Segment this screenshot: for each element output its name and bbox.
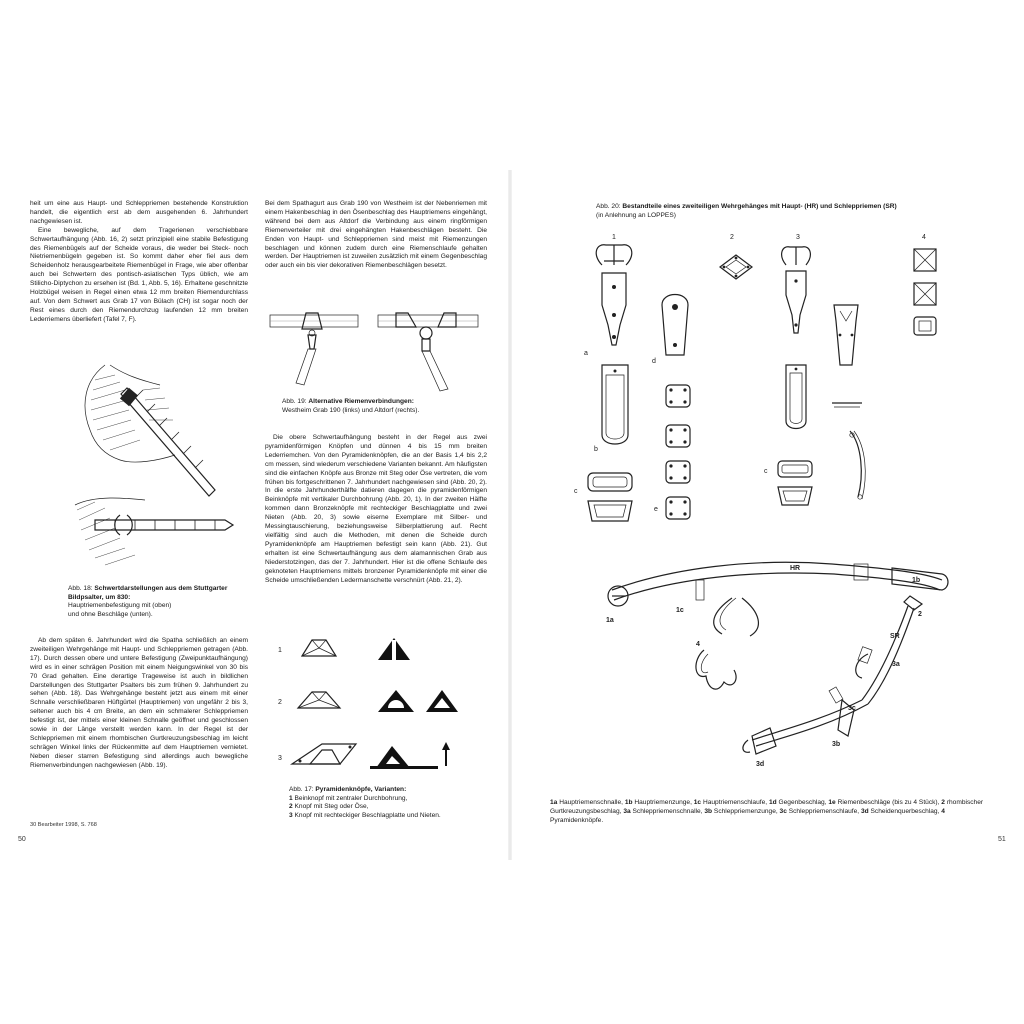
legend-code: 1a bbox=[550, 799, 558, 806]
legend-text: Pyramidenknöpfe. bbox=[550, 817, 604, 824]
fig20-legend bbox=[550, 798, 990, 825]
legend-text: Hauptriemenschlaufe, bbox=[702, 799, 768, 806]
page-number-left: 50 bbox=[18, 836, 26, 843]
fig17-pyramid-buttons bbox=[270, 632, 490, 782]
fig20-parts-illustration bbox=[572, 225, 1002, 525]
fig20-strap-label: HR bbox=[790, 565, 801, 572]
fig20-strap-label: 3d bbox=[756, 761, 765, 768]
col2-mid-text bbox=[265, 434, 487, 585]
legend-code: 1b bbox=[624, 799, 633, 806]
fig17-item-text: Knopf mit rechteckiger Beschlagplatte und Nieten. bbox=[294, 811, 441, 819]
fig20-strap-label: SR bbox=[890, 633, 900, 640]
fig20-part-letter: c bbox=[764, 468, 768, 475]
fig20-strap-label: 1b bbox=[912, 577, 921, 584]
legend-text: Scheidenquerbeschlag, bbox=[870, 808, 940, 815]
fig19-strap-connections bbox=[268, 305, 483, 395]
paragraph: Ab dem späten 6. Jahrhundert wird die Spatha schließlich an einem zweiteiligen Wehrgehänge mit Haupt- und Schleppriemen getragen (Abb. 17). Durch dessen obere und untere Befestigung (Zweipunktaufhängung) wird es in einer schrägen Position mit einem Neigungswinkel von 30 bis 70 Grad gehalten. Eine derartige Trageweise ist auch in bildlichen Darstellungen des Stuttgarter Psalters bis zum frühen 9. Jahrhundert zu sehen (Abb. 18). Das Wehrgehänge besteht jetzt aus einem mit einer Schnalle verschließbaren Hüftgürtel (Hauptriemen) von ungefähr 2 bis 3, seltener auch bis 4 cm Breite, an dem ein schmalerer Schleppriemen befestigt ist, der mittels einer kleinen Schnalle geöffnet und geschlossen sowie in der Länge verstellt werden kann. In der Regel ist der Schleppriemen mit einem rhombischen Gurtkreuzungsbeschlag im leicht schrägen Winkel links der Rückenmitte auf dem Hauptriemen vernietet. Neben dieser starren Befestigung sind allerdings auch bewegliche Riemenverbindungen nachgewiesen (Abb. 19). bbox=[30, 637, 248, 769]
legend-text: Riemenbeschläge (bis zu 4 Stück), bbox=[837, 799, 940, 806]
legend-code: 1d bbox=[768, 799, 777, 806]
fig20-strap-label: 3b bbox=[832, 741, 841, 748]
legend-text: Hauptriemenschnalle, bbox=[559, 799, 623, 806]
fig20-strap-label: 3a bbox=[892, 661, 900, 668]
fig17-item-number: 3 bbox=[289, 811, 293, 819]
fig17-label: Abb. 17: bbox=[289, 786, 314, 793]
right-page bbox=[512, 0, 1024, 1024]
paragraph: heit um eine aus Haupt- und Schleppriemen bestehende Konstruktion handelt, die eigentlich erst ab dem ausgehenden 6. Jahrhundert nachgewiesen ist. bbox=[30, 200, 248, 225]
fig20-strap-label: 4 bbox=[696, 641, 700, 648]
fig20-column-number: 3 bbox=[796, 234, 800, 241]
legend-code: 3b bbox=[704, 808, 713, 815]
legend-text: Hauptriemenzunge, bbox=[634, 799, 692, 806]
fig20-strap-label: 3c bbox=[848, 705, 856, 712]
legend-text: Gegenbeschlag, bbox=[778, 799, 827, 806]
fig18-caption bbox=[68, 585, 248, 619]
left-page bbox=[0, 0, 510, 1024]
fig19-label: Abb. 19: bbox=[282, 398, 307, 405]
paragraph: Bei dem Spathagurt aus Grab 190 von Westheim ist der Nebenriemen mit einem Hakenbeschlag in den Ösenbeschlag des Hauptriemens eingehängt, während bei dem aus Altdorf die Verbindung aus einem ringförmigen Riemenverteiler mit drei eingehängten Hakenbeschlägen besteht. Die Enden von Haupt- und Schleppriemen sind meist mit Riemenzungen beschlagen und können zudem durch eine Riemenschlaufe gehalten werden. Der Hauptriemen ist zuweilen zusätzlich mit einem Gegenbeschlag oder auch ein bis vier dekorativen Riemenbeschlägen besetzt. bbox=[265, 200, 487, 270]
page-number-right: 51 bbox=[998, 836, 1006, 843]
fig17-item-number: 1 bbox=[289, 794, 293, 802]
fig17-row-label: 3 bbox=[278, 755, 282, 762]
legend-code: 1e bbox=[828, 799, 836, 806]
fig20-column-number: 2 bbox=[730, 234, 734, 241]
fig20-column-number: 1 bbox=[612, 234, 616, 241]
fig20-part-letter: b bbox=[594, 446, 598, 453]
fig20-column-number: 4 bbox=[922, 234, 926, 241]
fig18-line: Hauptriemenbefestigung mit (oben) bbox=[68, 602, 172, 610]
fig20-subtitle: (in Anlehnung an LOPPES) bbox=[596, 211, 676, 219]
fig18-title: Schwertdarstellungen aus dem Stuttgarter Bildpsalter, um 830: bbox=[68, 585, 228, 601]
legend-text: Schleppriemenschnalle, bbox=[632, 808, 703, 815]
paragraph: Eine bewegliche, auf dem Tragerienen verschiebbare Schwertaufhängung (Abb. 16, 2) setzt prinzipiell eine stabile Befestigung des Riemenbügels auf der Scheide voraus, die weder bei Steck- noch Nietriemenbügeln gegeben ist. So kommt daher eher fiel aus dem Scheidenholz herausgearbeitete Riemenbügel in Frage, wie aber offenbar auch bei Schwertern des pontisch-asiatischen Typs üblich, wie am Stilicho-Diptychon zu ersehen ist (Bd. 1, Abb. 5, 16). Erhaltene geschnitzte Holzbügel weisen in Regel einen etwa 12 mm breiten Riemendurchlass auf. Von dem Schwert aus Grab 17 von Bülach (CH) ist sogar noch der Rest eines durch den Riemendurchzug laufenden 12 mm breiten Lederriemens überliefert (Tafel 7, F). bbox=[30, 226, 248, 323]
fig20-part-letter: d bbox=[652, 358, 656, 365]
fig19-line: Westheim Grab 190 (links) und Altdorf (rechts). bbox=[282, 406, 420, 414]
fig20-label: Abb. 20: bbox=[596, 203, 621, 210]
legend-text: Schleppriemenschlaufe, bbox=[788, 808, 860, 815]
fig17-row-label: 2 bbox=[278, 699, 282, 706]
fig17-caption bbox=[289, 786, 489, 820]
fig17-title: Pyramidenknöpfe, Varianten: bbox=[315, 786, 407, 793]
fig20-strap-label: 1c bbox=[676, 607, 684, 614]
fig20-strap-label: 1a bbox=[606, 617, 614, 624]
fig20-title: Bestandteile eines zweiteiligen Wehrgehänges mit Haupt- (HR) und Schleppriemen (SR) bbox=[622, 203, 897, 210]
fig20-part-letter: a bbox=[584, 350, 588, 357]
fig18-psalter-illustration bbox=[65, 360, 245, 580]
col1-bottom-text bbox=[30, 637, 248, 771]
legend-text: Schleppriemenzunge, bbox=[713, 808, 778, 815]
col1-top-text bbox=[30, 200, 248, 325]
fig17-item-text: Beinknopf mit zentraler Durchbohrung, bbox=[294, 794, 408, 802]
legend-code: 2 bbox=[941, 799, 945, 806]
footnote: 30 Bearbeiter 1998, S. 768 bbox=[30, 822, 97, 828]
fig20-assembled-belt bbox=[592, 550, 962, 790]
legend-code: 3c bbox=[779, 808, 787, 815]
legend-code: 4 bbox=[941, 808, 945, 815]
legend-code: 3a bbox=[623, 808, 631, 815]
fig20-part-letter: e bbox=[654, 506, 658, 513]
fig20-strap-label: 2 bbox=[918, 611, 922, 618]
col2-top-text bbox=[265, 200, 487, 271]
fig18-line: und ohne Beschläge (unten). bbox=[68, 610, 153, 618]
legend-text: rhombischer Gurtkreuzungsbeschlag, bbox=[550, 799, 984, 815]
fig19-caption bbox=[282, 398, 482, 415]
fig18-label: Abb. 18: bbox=[68, 585, 93, 592]
fig20-part-letter: c bbox=[574, 488, 578, 495]
fig20-caption bbox=[596, 203, 996, 220]
legend-code: 1c bbox=[693, 799, 702, 806]
fig19-title: Alternative Riemenverbindungen: bbox=[308, 398, 414, 405]
paragraph: Die obere Schwertaufhängung besteht in der Regel aus zwei pyramidenförmigen Knöpfen und dünnen 4 bis 15 mm breiten Lederriemchen. Von den Pyramidenknöpfen, die an der Basis 1,4 bis 2,2 cm messen, sind wiederum verschiedene Varianten bekannt. Am häufigsten sind die einfachen Knöpfe aus Bronze mit Steg oder Öse vertreten, die vom frühen bis fortgeschrittenen 7. Jahrhundert nachgewiesen sind (Abb. 20, 2). In die erste Jahrhunderthälfte datieren dagegen die pyramidenförmigen Beinknöpfe mit vertikaler Durchbohrung (Abb. 20, 1). In der zweiten Hälfte kommen dann Bronzeknöpfe mit rechteckiger Beschlagplatte und zwei Nieten (Abb. 20, 3) sowie eiserne Exemplare mit Silber- und Messingtauschierung, beziehungsweise Silberplattierung auf. Recht vielfältig sind auch die Methoden, mit denen die Scheide durch Pyramidenknöpfe am Hauptriemen befestigt sein kann (Abb. 21). Gut erhalten ist eine Schwertaufhängung aus dem alamannischen Grab aus Niederstotzingen, das der 7. Jahrhundert. Hier ist die offene Schlaufe des geknoteten Hauptriemens mittels bronzener Pyramidenknöpfe mit einer die Scheide umschließenden Ledermanschette verschnürt (Abb. 21, 2). bbox=[265, 434, 487, 584]
legend-code: 3d bbox=[860, 808, 869, 815]
fig17-item-text: Knopf mit Steg oder Öse, bbox=[294, 803, 369, 811]
fig17-item-number: 2 bbox=[289, 803, 293, 811]
fig17-row-label: 1 bbox=[278, 647, 282, 654]
